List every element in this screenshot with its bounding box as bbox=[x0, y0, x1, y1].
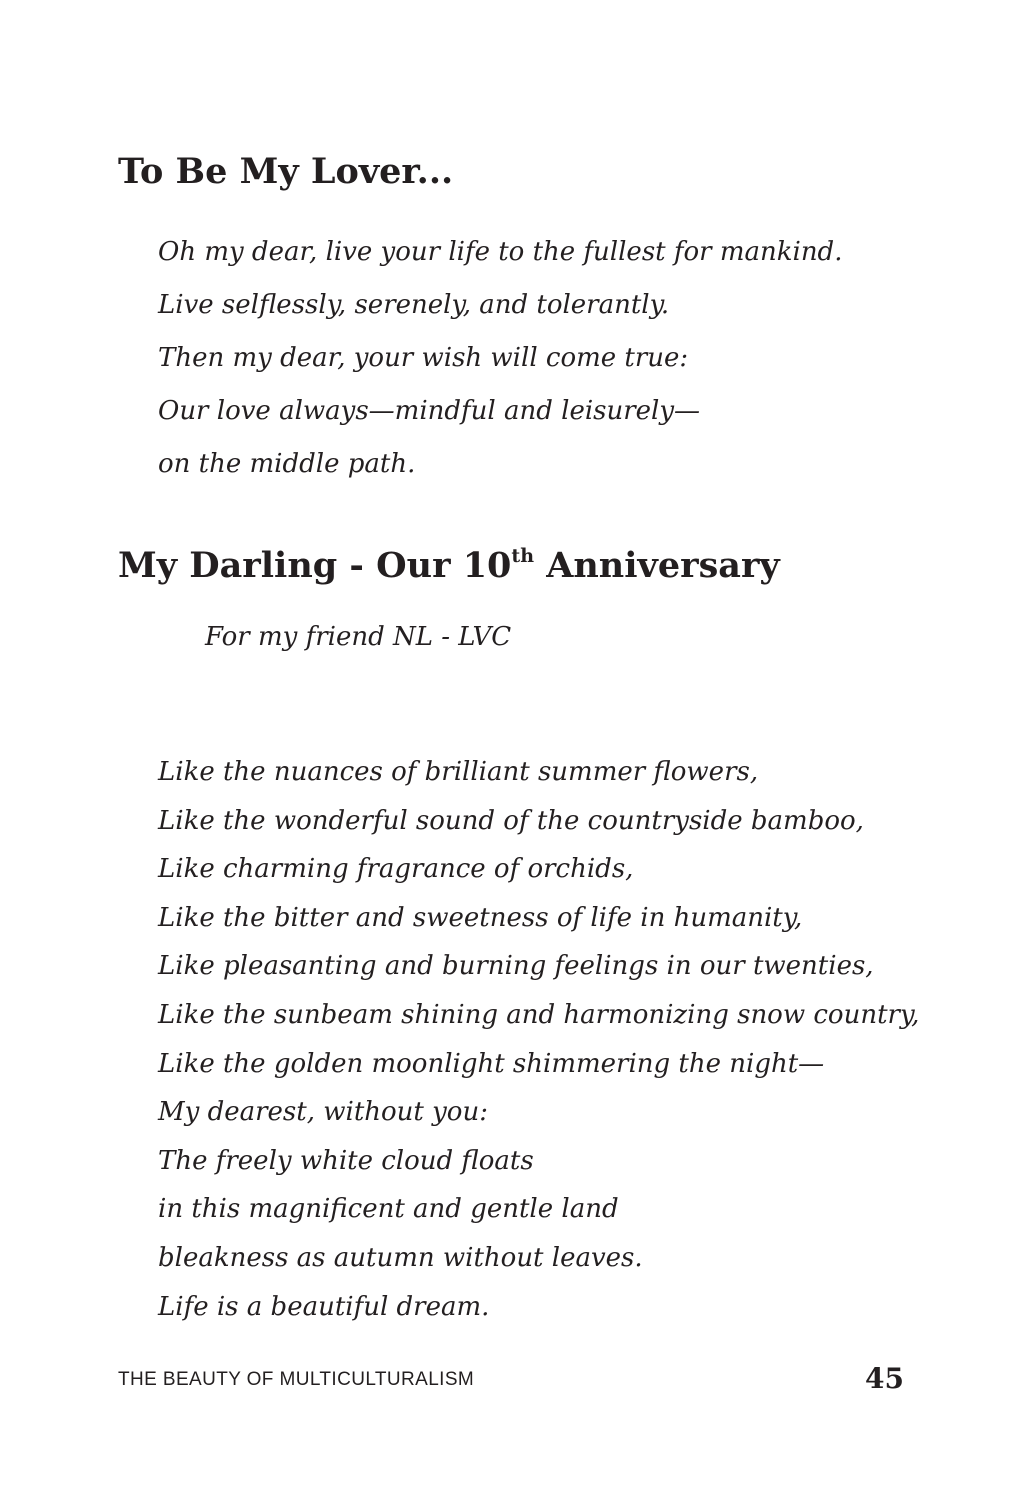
poem-title-part: My Darling - Our 10 bbox=[118, 545, 512, 586]
poem-stanza-my-darling bbox=[158, 752, 919, 1335]
poem-line: Like the wonderful sound of the countryside bamboo, bbox=[158, 805, 864, 836]
running-footer-book-title: THE BEAUTY OF MULTICULTURALISM bbox=[118, 1369, 475, 1390]
poem-line: Like the golden moonlight shimmering the night— bbox=[158, 1048, 825, 1079]
poem-line: Live selflessly, serenely, and tolerantly. bbox=[158, 290, 670, 320]
poem-line: Oh my dear, live your life to the fullest for mankind. bbox=[158, 237, 843, 267]
poem-title-to-be-my-lover: To Be My Lover... bbox=[118, 151, 454, 192]
poem-line: on the middle path. bbox=[158, 449, 416, 479]
poem-line: bleakness as autumn without leaves. bbox=[158, 1242, 643, 1273]
poem-title-my-darling bbox=[118, 546, 780, 586]
poem-line: Like pleasanting and burning feelings in our twenties, bbox=[158, 951, 874, 982]
poem-line: Our love always—mindful and leisurely— bbox=[158, 396, 701, 426]
poem-line: Life is a beautiful dream. bbox=[158, 1291, 490, 1322]
poem-line: Then my dear, your wish will come true: bbox=[158, 343, 689, 373]
poem-stanza-to-be-my-lover bbox=[158, 232, 842, 497]
page-number: 45 bbox=[865, 1362, 904, 1395]
poem-line: in this magnificent and gentle land bbox=[158, 1194, 619, 1225]
poem-line: My dearest, without you: bbox=[158, 1097, 488, 1128]
poem-title-superscript: th bbox=[511, 545, 535, 567]
poem-line: Like the sunbeam shining and harmonizing snow country, bbox=[158, 999, 920, 1030]
poem-line: Like the bitter and sweetness of life in humanity, bbox=[158, 902, 803, 933]
poem-title-part: Anniversary bbox=[534, 545, 780, 586]
poem-line: The freely white cloud floats bbox=[158, 1145, 534, 1176]
poem-line: Like charming fragrance of orchids, bbox=[158, 854, 634, 885]
poem-dedication: For my friend NL - LVC bbox=[205, 622, 512, 652]
poem-line: Like the nuances of brilliant summer flowers, bbox=[158, 757, 759, 787]
